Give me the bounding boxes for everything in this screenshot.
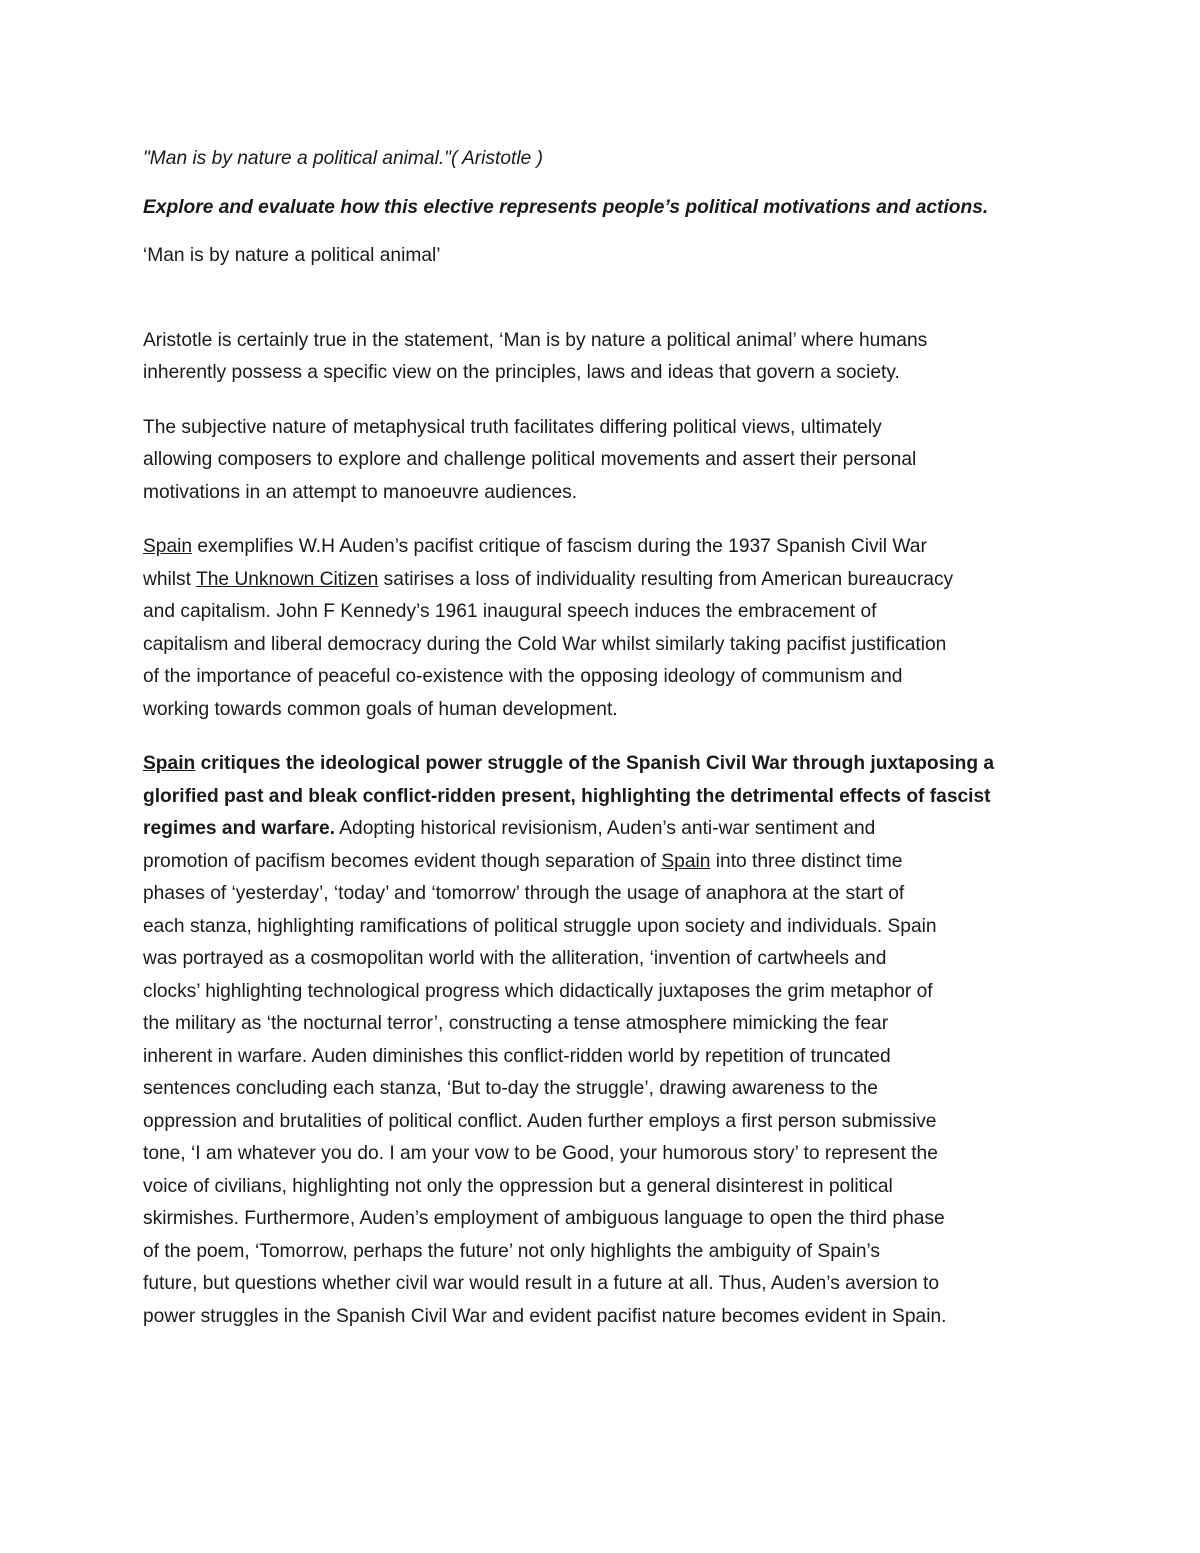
text-run: promotion of pacifism becomes evident though separation of (143, 850, 662, 872)
text-run: satirises a loss of individuality resulting from American bureaucracy (378, 568, 954, 590)
paragraph-line: of the poem, ‘Tomorrow, perhaps the future’ not only highlights the ambiguity of Spain’s (143, 1240, 881, 1262)
paragraph-line (143, 846, 1063, 879)
paragraph-line: tone, ‘I am whatever you do. I am your vow to be Good, your humorous story’ to represent the (143, 1143, 938, 1164)
paragraph-line: inherent in warfare. Auden diminishes this conflict-ridden world by repetition of truncated (143, 1045, 891, 1067)
paragraph-line: working towards common goals of human development. (143, 698, 618, 720)
paragraph-line: inherently possess a specific view on the principles, laws and ideas that govern a society. (143, 362, 900, 383)
paragraph-line (143, 748, 1063, 781)
text-run: exemplifies W.H Auden’s pacifist critique of fascism during the 1937 Spanish Civil War (192, 536, 927, 557)
paragraph-line: Aristotle is certainly true in the statement, ‘Man is by nature a political animal’ where humans (143, 329, 928, 351)
text-run: Adopting historical revisionism, Auden’s anti-war sentiment and (334, 818, 876, 839)
paragraph-line (143, 564, 1063, 597)
paragraph-line: motivations in an attempt to manoeuvre audiences. (143, 481, 578, 503)
paragraph-3 (143, 531, 1063, 726)
paragraph-line (143, 531, 1063, 564)
document-body (143, 143, 1063, 1333)
aristotle-quote: "Man is by nature a political animal."( Aristotle ) (143, 148, 544, 169)
paragraph-line: The subjective nature of metaphysical truth facilitates differing political views, ultimately (143, 416, 882, 438)
text-run: regimes and warfare. (143, 818, 335, 839)
paragraph-line: future, but questions whether civil war would result in a future at all. Thus, Auden’s aversion to (143, 1273, 940, 1294)
essay-subtitle: ‘Man is by nature a political animal’ (143, 245, 441, 266)
paragraph-line: allowing composers to explore and challenge political movements and assert their personal (143, 449, 917, 470)
paragraph-line: of the importance of peaceful co-existence with the opposing ideology of communism and (143, 666, 903, 687)
text-title-spain: Spain (143, 536, 193, 557)
paragraph-2 (143, 412, 1063, 510)
text-run: critiques the ideological power struggle of the Spanish Civil War through juxtaposing a (195, 753, 995, 774)
paragraph-line: the military as ‘the nocturnal terror’, constructing a tense atmosphere mimicking the fear (143, 1013, 889, 1034)
paragraph-line: phases of ‘yesterday’, ‘today’ and ‘tomorrow’ through the usage of anaphora at the start of (143, 883, 905, 904)
paragraph-line: each stanza, highlighting ramifications of political struggle upon society and individuals. Spain (143, 915, 937, 937)
paragraph-4 (143, 748, 1063, 1333)
paragraph-line: oppression and brutalities of political conflict. Auden further employs a first person submissive (143, 1110, 937, 1132)
paragraph-line: clocks’ highlighting technological progress which didactically juxtaposes the grim metaphor of (143, 980, 933, 1002)
paragraph-line: glorified past and bleak conflict-ridden present, highlighting the detrimental effects of fascist (143, 785, 991, 807)
essay-question: Explore and evaluate how this elective represents people’s political motivations and actions. (143, 196, 989, 218)
paragraph-line: was portrayed as a cosmopolitan world with the alliteration, ‘invention of cartwheels and (143, 948, 887, 969)
text-title-spain: Spain (661, 850, 711, 872)
text-title-unknown-citizen: The Unknown Citizen (195, 568, 379, 590)
paragraph-line: capitalism and liberal democracy during the Cold War whilst similarly taking pacifist justification (143, 633, 947, 655)
paragraph-line: voice of civilians, highlighting not only the oppression but a general disinterest in political (143, 1175, 893, 1197)
text-run: whilst (143, 568, 196, 590)
paragraph-line (143, 813, 1063, 846)
paragraph-line: skirmishes. Furthermore, Auden’s employment of ambiguous language to open the third phase (143, 1208, 945, 1229)
paragraph-1 (143, 325, 1063, 390)
paragraph-line: and capitalism. John F Kennedy’s 1961 inaugural speech induces the embracement of (143, 601, 877, 622)
paragraph-line: sentences concluding each stanza, ‘But to-day the struggle’, drawing awareness to the (143, 1078, 878, 1099)
text-title-spain: Spain (143, 753, 196, 774)
text-run: into three distinct time (710, 850, 903, 872)
paragraph-line: power struggles in the Spanish Civil War and evident pacifist nature becomes evident in Spain. (143, 1305, 947, 1327)
